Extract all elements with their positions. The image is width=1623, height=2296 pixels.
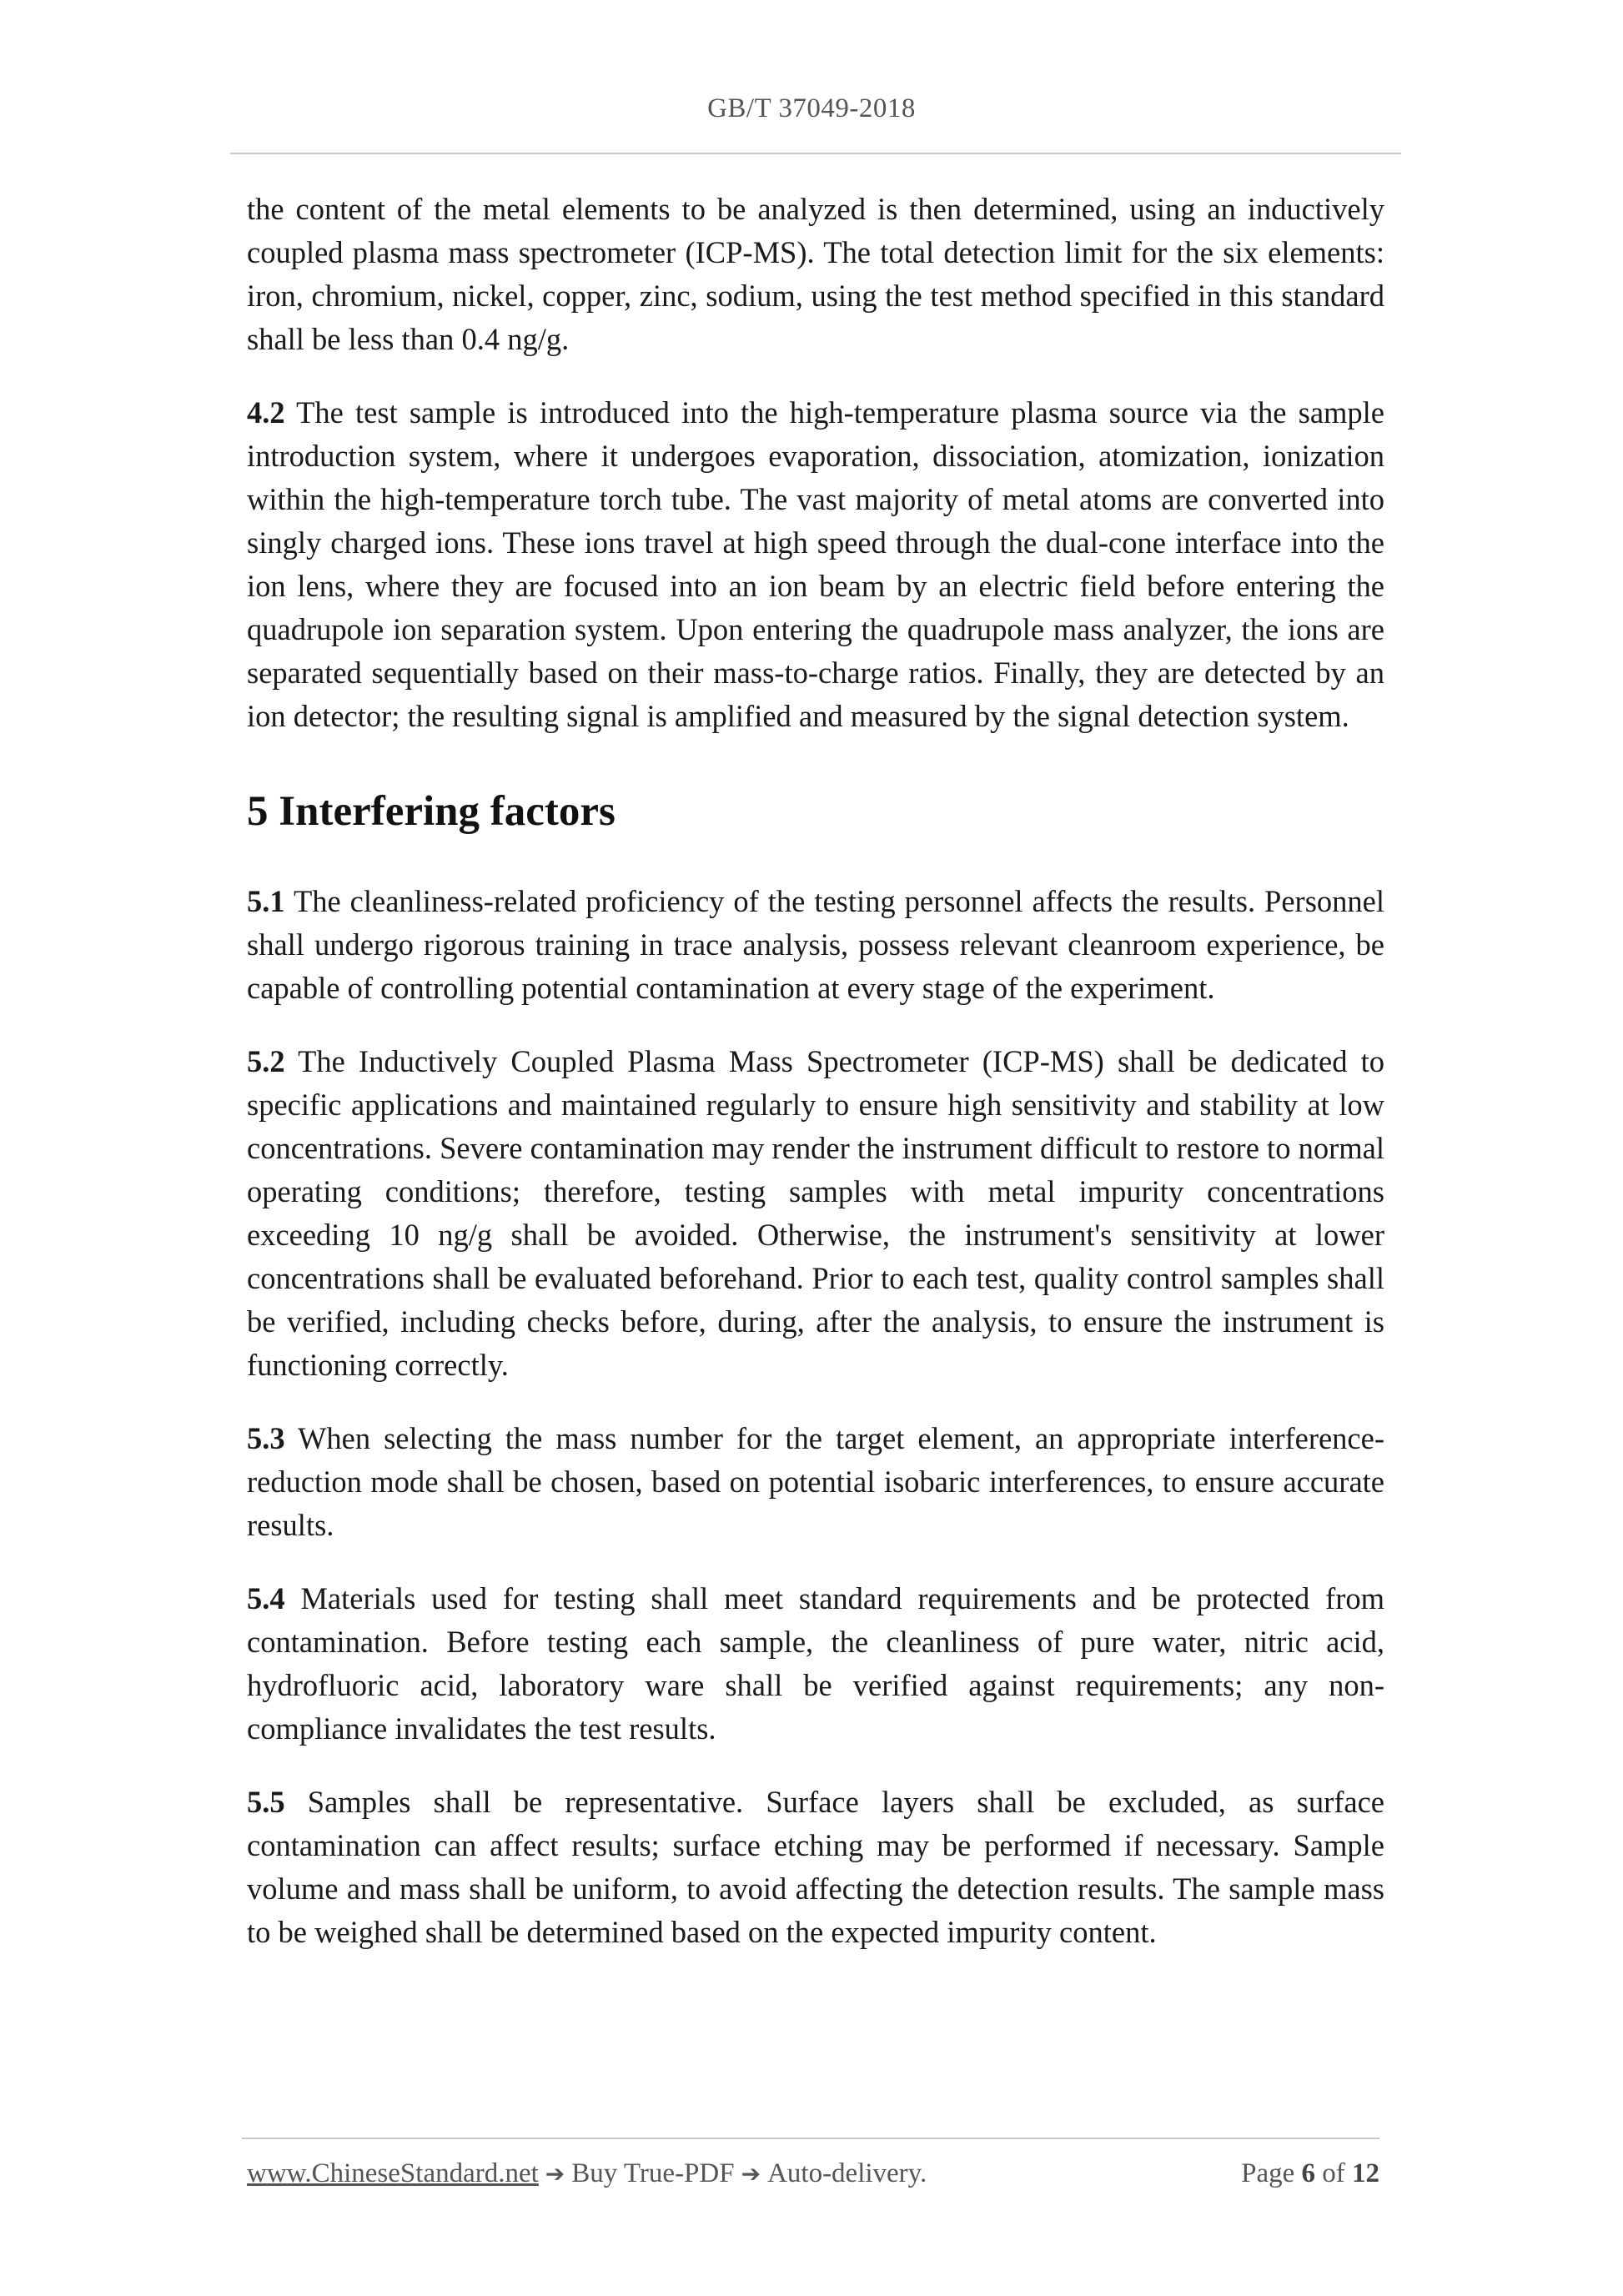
clause-number: 4.2 [247,395,285,430]
clause-5-4 [247,1577,1384,1751]
clause-text: Samples shall be representative. Surface layers shall be excluded, as surface contamination can affect results; surface etching may be performed if necessary. Sample volume and mass shall be uniform, to avoid affecting the detection results. The sample mass to be weighed shall be determined based on the expected impurity content. [247,1785,1384,1949]
clause-5-5 [247,1781,1384,1954]
clause-number: 5.4 [247,1581,285,1615]
page-total: 12 [1352,2158,1379,2188]
section-heading: 5 Interfering factors [247,788,616,835]
clause-5-3 [247,1417,1384,1547]
page-word: Page [1241,2158,1295,2188]
running-header: GB/T 37049-2018 [707,93,916,123]
clause-number: 5.1 [247,884,285,918]
clause-text: The Inductively Coupled Plasma Mass Spectrometer (ICP-MS) shall be dedicated to specific applications and maintained regularly to ensure high sensitivity and stability at low concentrations. Severe contamination may render the instrument difficult to restore to normal operating conditions; therefore, testing samples with metal impurity concentrations exceeding 10 ng/g shall be avoided. Otherwise, the instrument's sensitivity at lower concentrations shall be evaluated beforehand. Prior to each test, quality control samples shall be verified, including checks before, during, after the analysis, to ensure the instrument is functioning correctly. [247,1044,1385,1382]
arrow-right-icon: ➔ [545,2160,565,2188]
clause-text: The test sample is introduced into the high-temperature plasma source via the sample introduction system, where it undergoes evaporation, dissociation, atomization, ionization within the high-temperature torch tube. The vast majority of metal atoms are converted into singly charged ions. These ions travel at high speed through the dual-cone interface into the ion lens, where they are focused into an ion beam by an electric field before entering the quadrupole ion separation system. Upon entering the quadrupole mass analyzer, the ions are separated sequentially based on their mass-to-charge ratios. Finally, they are detected by an ion detector; the resulting signal is amplified and measured by the signal detection system. [247,395,1384,733]
intro-paragraph: the content of the metal elements to be analyzed is then determined, using an inductively coupled plasma mass spectrometer (ICP-MS). The total detection limit for the six elements: iron, chromium, nickel, copper, zinc, sodium, using the test method specified in this standard shall be less than 0.4 ng/g. [247,192,1384,356]
clause-number: 5.5 [247,1785,285,1819]
buy-text: Buy True-PDF [571,2158,735,2188]
header-divider [230,153,1401,154]
document-body [247,188,1384,1984]
clause-4-2 [247,391,1384,738]
site-link[interactable]: www.ChineseStandard.net [247,2158,539,2188]
delivery-text: Auto-delivery. [767,2158,927,2188]
clause-text: Materials used for testing shall meet standard requirements and be protected from contamination. Before testing each sample, the cleanliness of pure water, nitric acid, hydrofluoric acid, laboratory ware shall be verified against requirements; any non-compliance invalidates the test results. [247,1581,1385,1746]
clause-text: The cleanliness-related proficiency of the testing personnel affects the results. Personnel shall undergo rigorous training in trace analysis, possess relevant cleanroom experience, be capable of controlling potential contamination at every stage of the experiment. [247,884,1384,1005]
of-word: of [1322,2158,1345,2188]
page-current: 6 [1301,2158,1315,2188]
arrow-right-icon: ➔ [741,2160,761,2188]
clause-5-2 [247,1040,1384,1387]
clause-5-1 [247,880,1384,1010]
footer-promo [247,2158,927,2189]
clause-number: 5.3 [247,1421,285,1455]
footer-divider [242,2138,1379,2139]
clause-text: When selecting the mass number for the target element, an appropriate interference-reduction mode shall be chosen, based on potential isobaric interferences, to ensure accurate results. [247,1421,1384,1542]
page-indicator [1241,2158,1379,2189]
clause-number: 5.2 [247,1044,285,1078]
page-footer [247,2158,1379,2189]
